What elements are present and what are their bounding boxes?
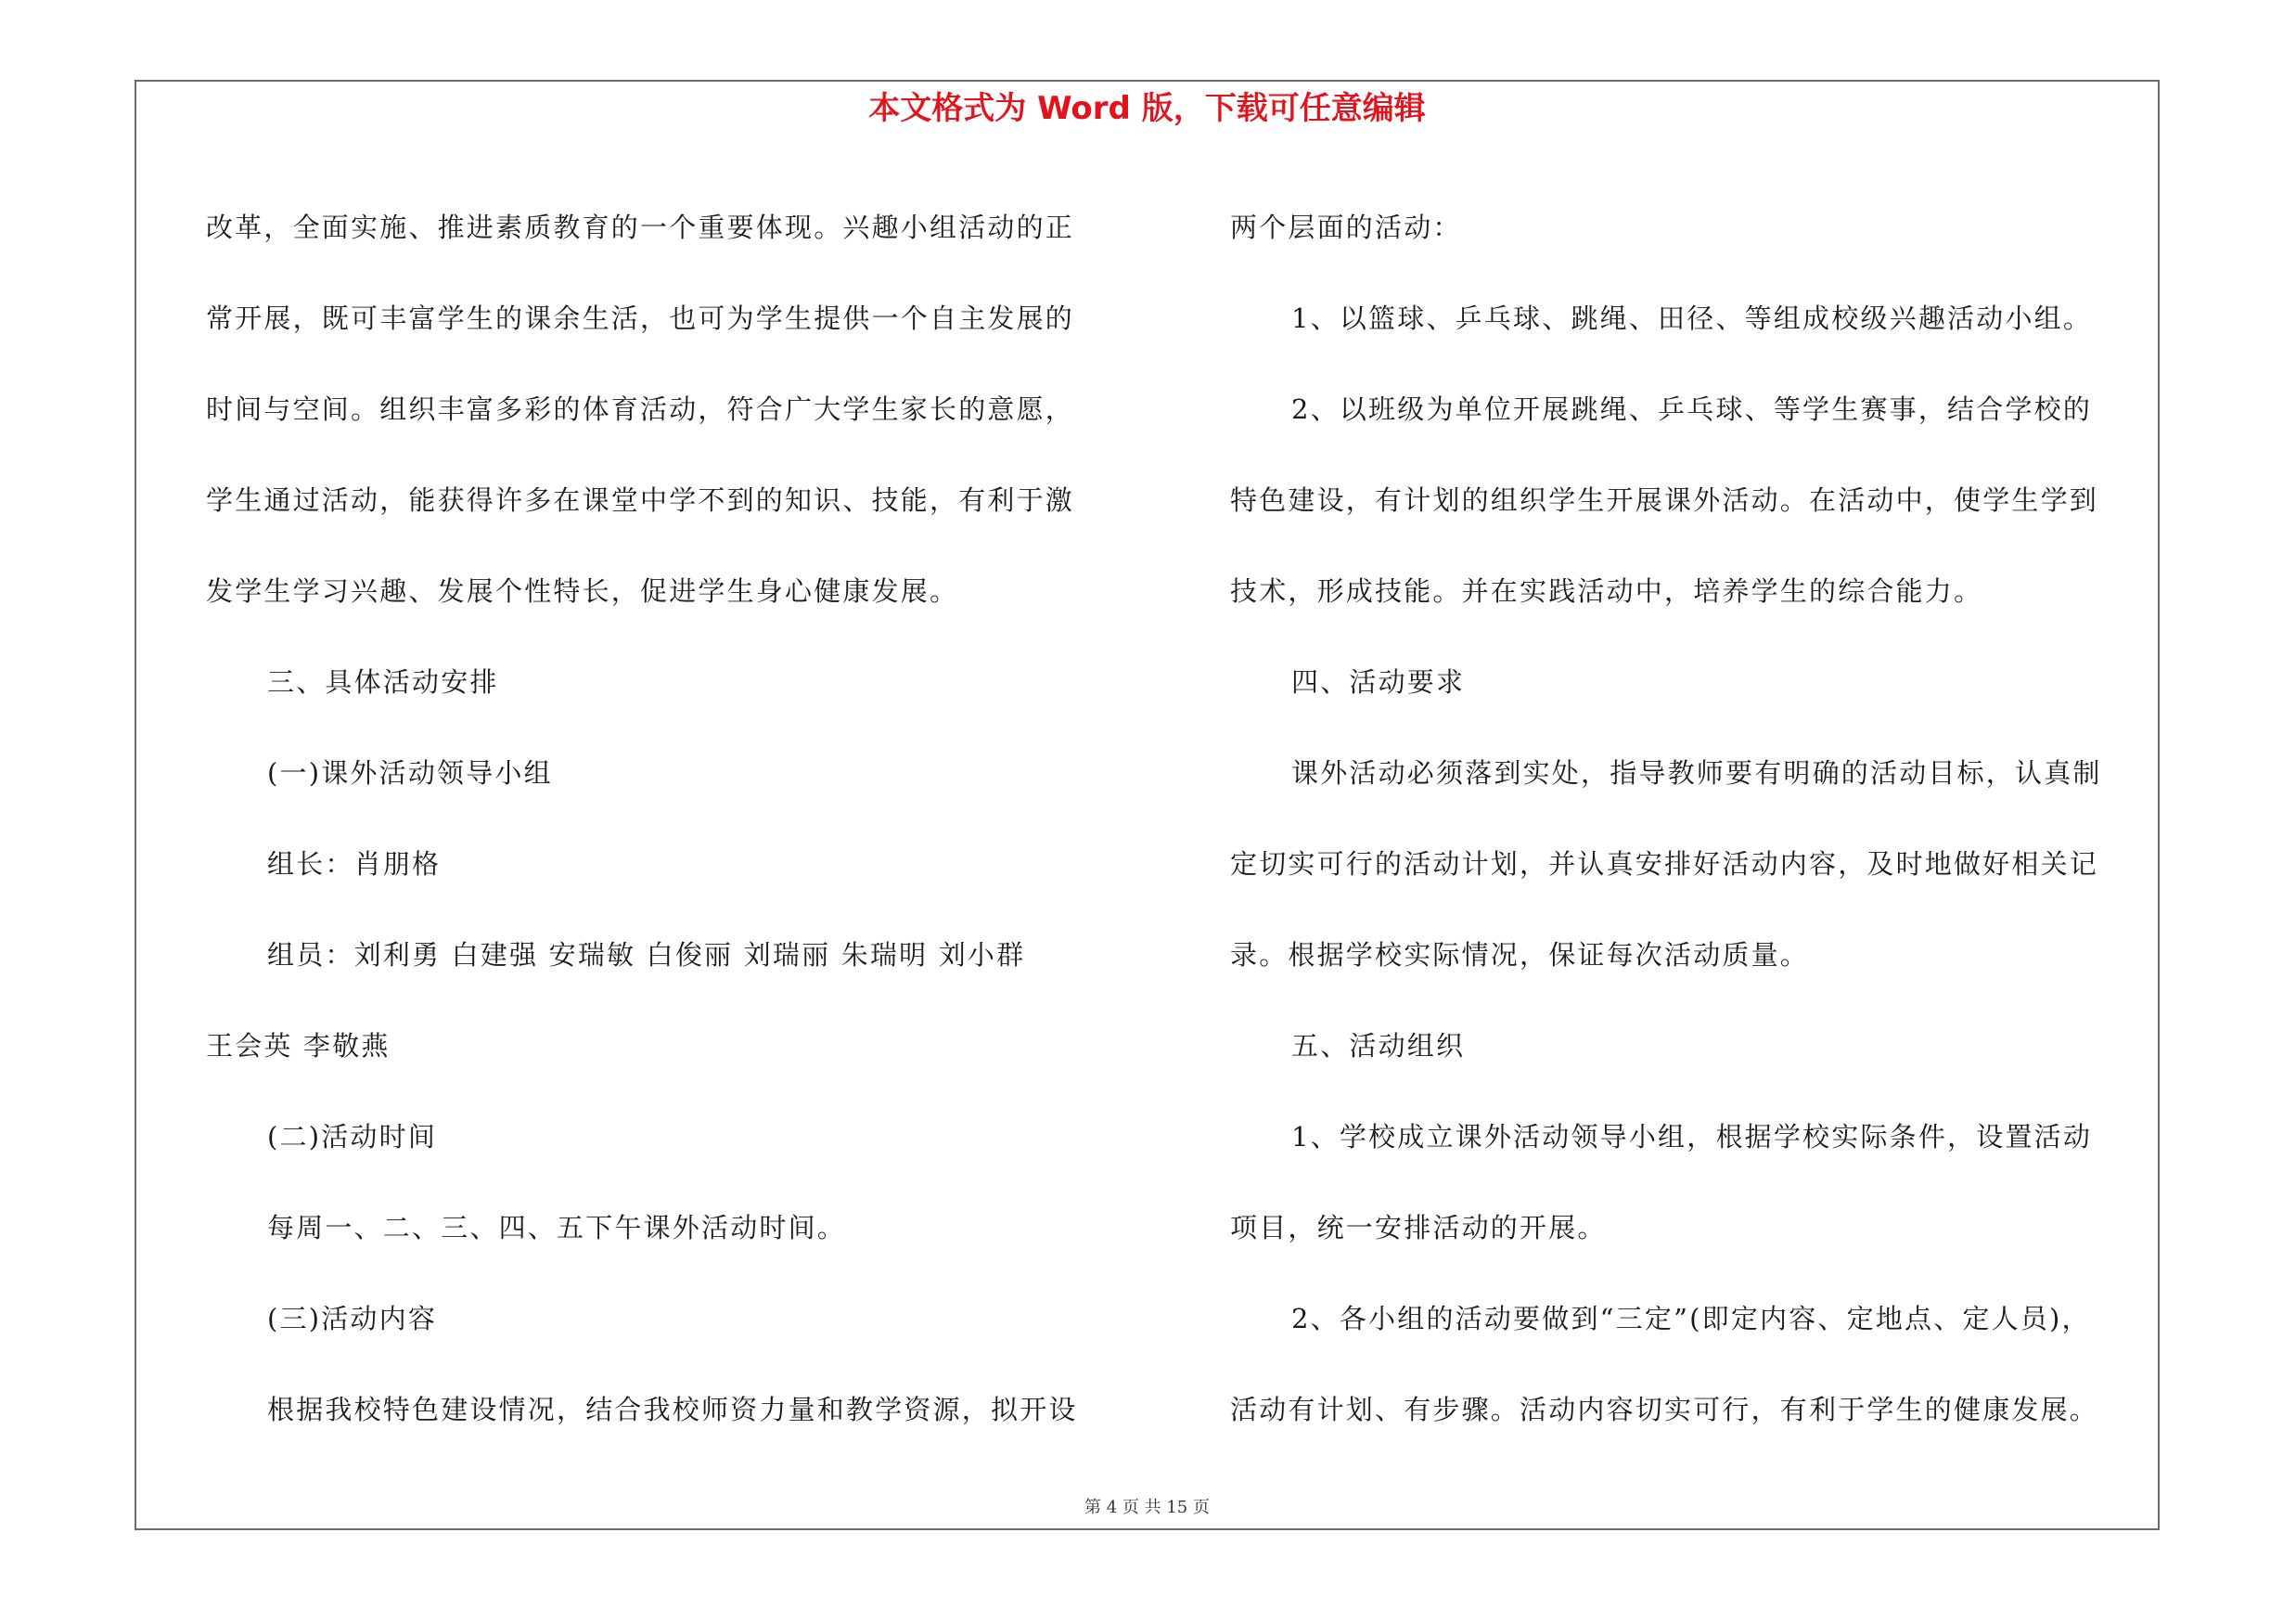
paragraph-line: 项目，统一安排活动的开展。: [1230, 1212, 1607, 1243]
paragraph-line: 2、以班级为单位开展跳绳、乒乓球、等学生赛事，结合学校的: [1291, 393, 2093, 425]
paragraph-line: 活动有计划、有步骤。活动内容切实可行，有利于学生的健康发展。: [1230, 1394, 2099, 1425]
section-heading: 五、活动组织: [1291, 1030, 1466, 1062]
paragraph-line: 常开展，既可丰富学生的课余生活，也可为学生提供一个自主发展的: [206, 303, 1075, 334]
page-number-footer: 第 4 页 共 15 页: [1084, 1498, 1210, 1517]
paragraph-line: 定切实可行的活动计划，并认真安排好活动内容，及时地做好相关记: [1230, 848, 2099, 880]
paragraph-line: 技术，形成技能。并在实践活动中，培养学生的综合能力。: [1230, 575, 1983, 607]
paragraph-line: 组长：肖朋格: [267, 848, 442, 880]
paragraph-line: 发学生学习兴趣、发展个性特长，促进学生身心健康发展。: [206, 575, 959, 607]
paragraph-line: 改革，全面实施、推进素质教育的一个重要体现。兴趣小组活动的正: [206, 212, 1075, 243]
right-column: [1230, 182, 2167, 1455]
paragraph-line: 组员：刘利勇 白建强 安瑞敏 白俊丽 刘瑞丽 朱瑞明 刘小群: [267, 939, 1026, 971]
paragraph-line: 2、各小组的活动要做到“三定”(即定内容、定地点、定人员)，: [1291, 1303, 2091, 1334]
paragraph-line: 两个层面的活动：: [1230, 212, 1462, 243]
paragraph-line: 每周一、二、三、四、五下午课外活动时间。: [267, 1212, 847, 1243]
paragraph-line: 王会英 李敬燕: [206, 1030, 391, 1062]
header-banner: 本文格式为 Word 版，下载可任意编辑: [868, 90, 1426, 127]
paragraph-line: 根据我校特色建设情况，结合我校师资力量和教学资源，拟开设: [267, 1394, 1078, 1425]
section-heading: 四、活动要求: [1291, 666, 1466, 698]
paragraph-line: 时间与空间。组织丰富多彩的体育活动，符合广大学生家长的意愿，: [206, 393, 1075, 425]
left-column: [206, 182, 1143, 1455]
paragraph-line: 1、学校成立课外活动领导小组，根据学校实际条件，设置活动: [1291, 1121, 2093, 1153]
paragraph-line: 课外活动必须落到实处，指导教师要有明确的活动目标，认真制: [1291, 757, 2102, 789]
section-heading: 三、具体活动安排: [267, 666, 499, 698]
subsection-heading: (三)活动内容: [267, 1303, 438, 1334]
paragraph-line: 录。根据学校实际情况，保证每次活动质量。: [1230, 939, 1810, 971]
paragraph-line: 学生通过活动，能获得许多在课堂中学不到的知识、技能，有利于激: [206, 484, 1075, 516]
paragraph-line: 1、以篮球、乒乓球、跳绳、田径、等组成校级兴趣活动小组。: [1291, 303, 2093, 334]
subsection-heading: (一)课外活动领导小组: [267, 757, 553, 789]
subsection-heading: (二)活动时间: [267, 1121, 438, 1153]
paragraph-line: 特色建设，有计划的组织学生开展课外活动。在活动中，使学生学到: [1230, 484, 2099, 516]
